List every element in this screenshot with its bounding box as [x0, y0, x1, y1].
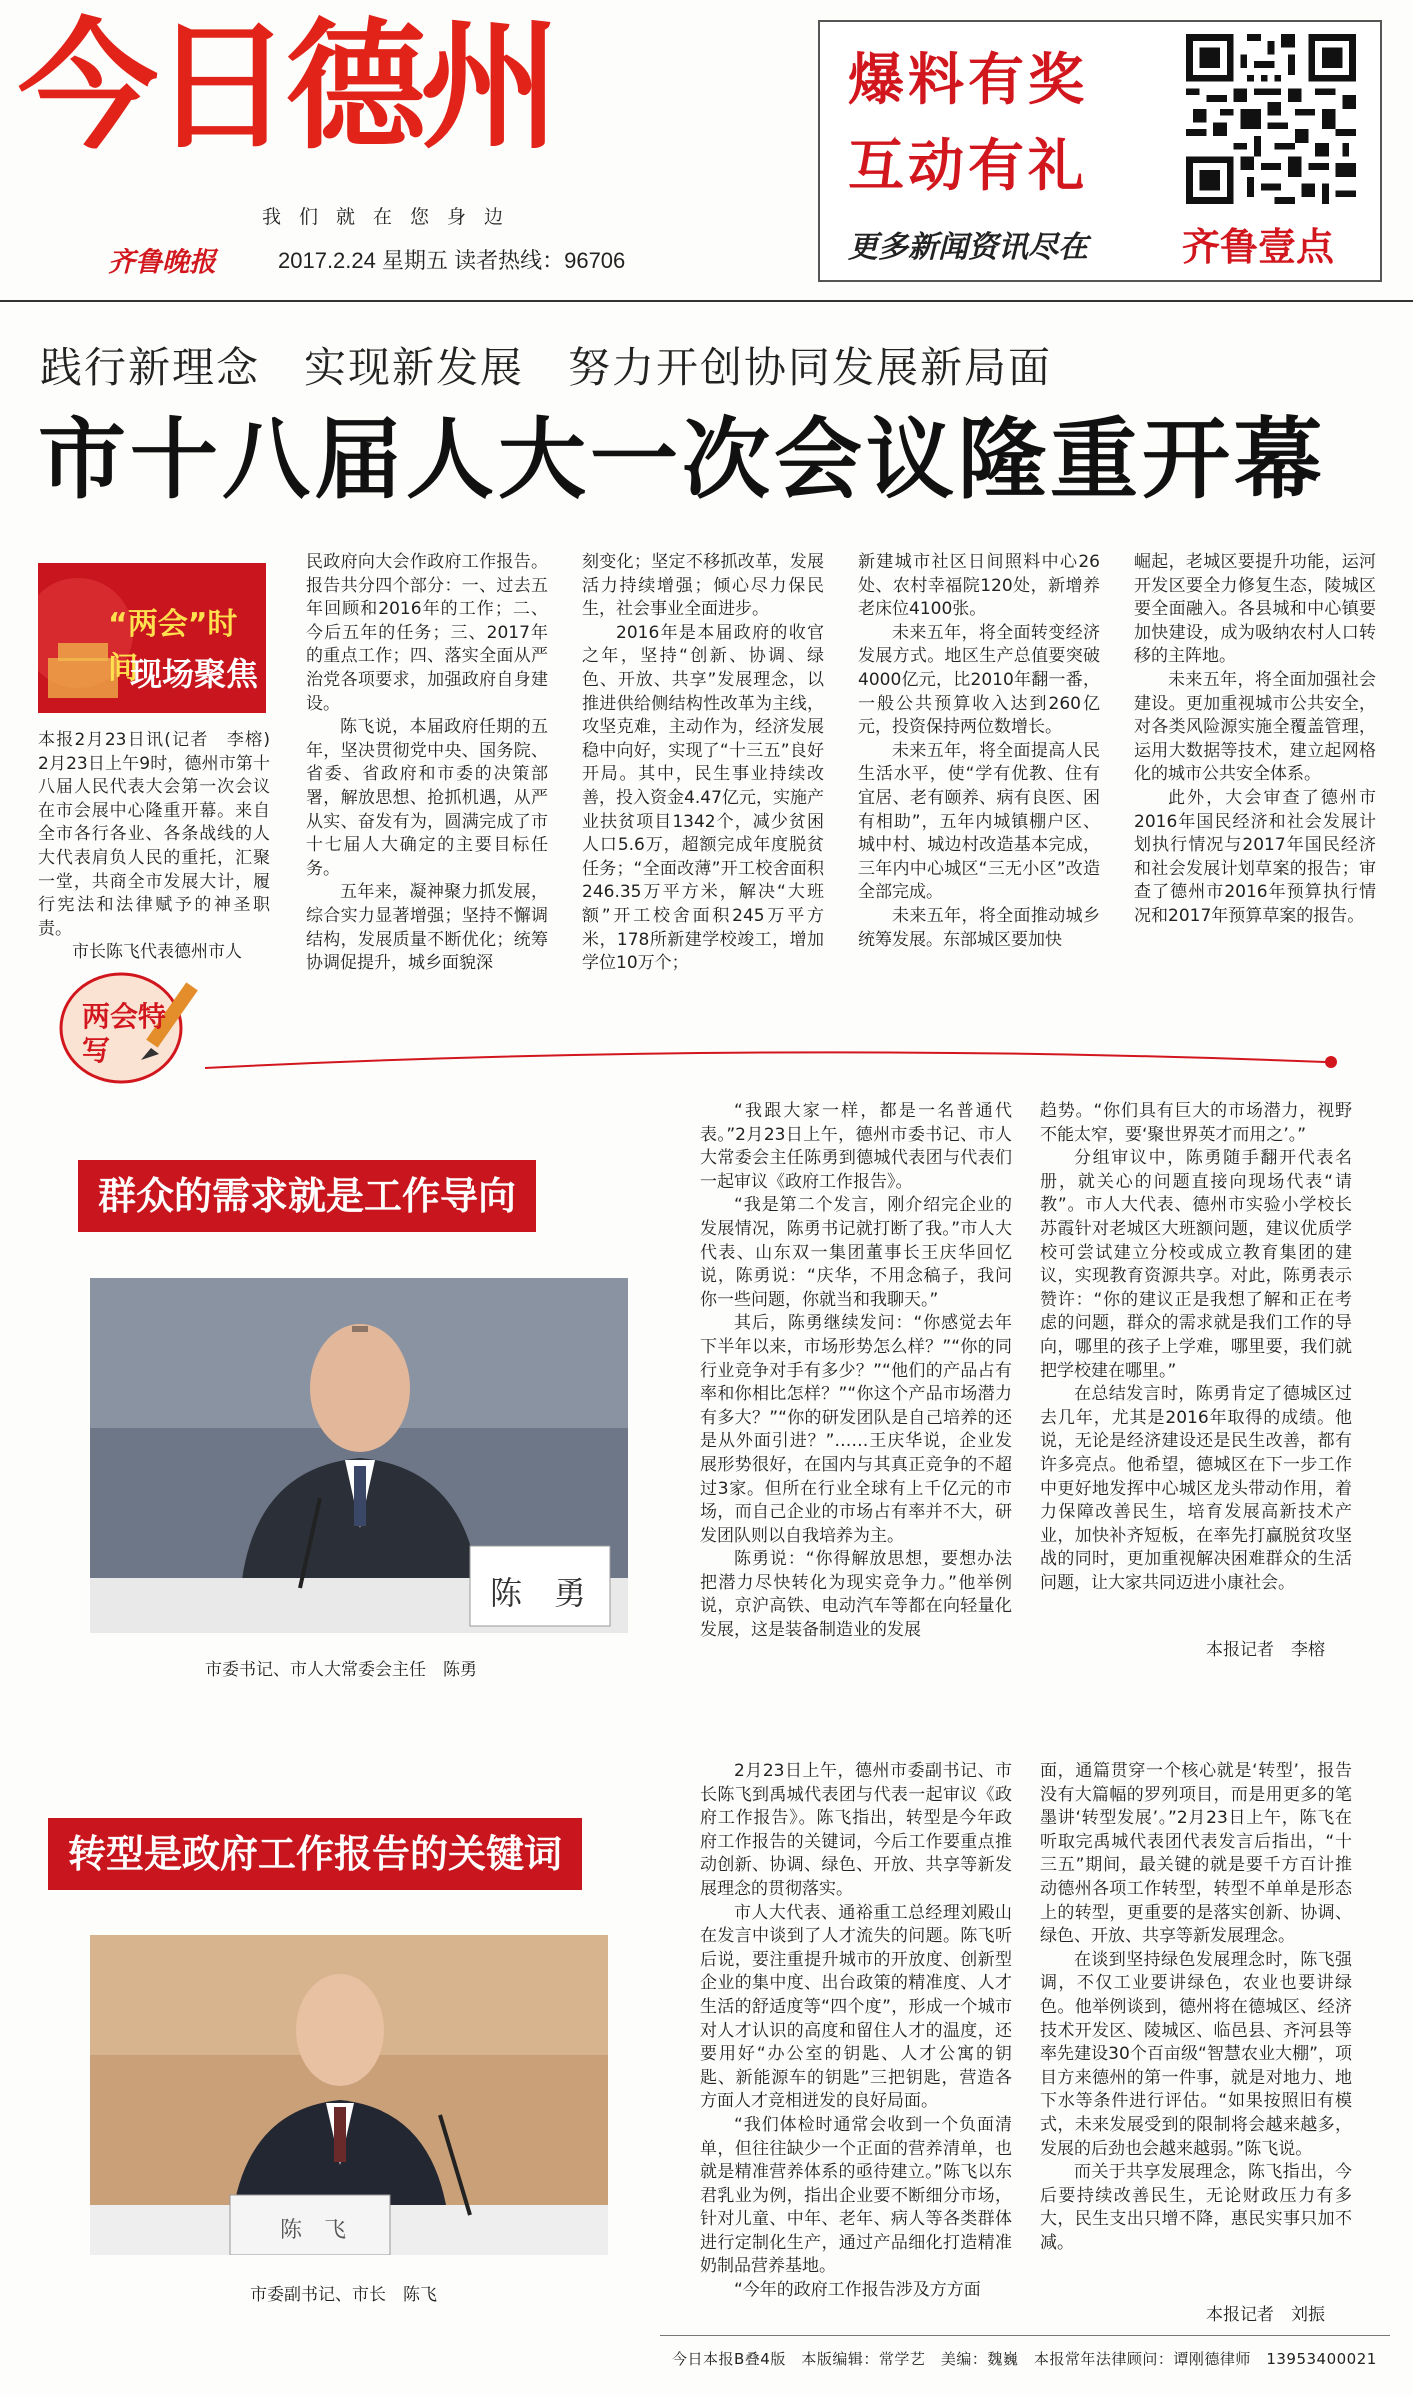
lead-column-1: [38, 729, 287, 965]
story2-col1-p3: “我们体检时通常会收到一个负面清单，但往往缺少一个正面的营养清单，也就是精准营养体系的亟待建立。”陈飞以东君乳业为例，指出企业要不断细分市场，针对儿童、中年、老年、病人等各类群体进行定制化生产，通过产品细化打造精准奶制品营养基地。: [700, 2114, 1012, 2277]
story2-col1-p4: “今年的政府工作报告涉及方方面: [734, 2280, 981, 2301]
story2-photo: [90, 1935, 608, 2255]
story1-caption: 市委书记、市人大常委会主任 陈勇: [205, 1660, 477, 1680]
story1-col2-p2: 分组审议中，陈勇随手翻开代表名册，就关心的问题直接向现场代表“请教”。市人大代表、德州市实验小学校长苏霞针对老城区大班额问题，建议优质学校可尝试建立分校或成立教育集团的建议，实现教育资源共享。对此，陈勇表示赞许：“你的建议正是我想了解和正在考虑的问题，群众的需求就是我们工作的导向，哪里的孩子上学难，哪里要，我们就把学校建在哪里。”: [1040, 1148, 1352, 1381]
lead-col5-p2: 未来五年，将全面加强社会建设。更加重视城市公共安全，对各类风险源实施全覆盖管理，运用大数据等技术，建立起网格化的城市公共安全体系。: [1134, 669, 1376, 785]
story2-nameplate: 陈 飞: [280, 2218, 347, 2243]
story1-banner: 群众的需求就是工作导向: [78, 1160, 536, 1232]
brand-logo: 齐鲁晚报: [108, 247, 216, 278]
lead-col3-p2: 2016年是本届政府的收官之年，坚持“创新、协调、绿色、开放、共享”发展理念，以推进供给侧结构性改革为主线，攻坚克难，主动作为，经济发展稳中向好，实现了“十三五”良好开局。其中，民生事业持续改善，投入资金4.47亿元，实施产业扶贫项目1342个，减少贫困人口5.6万，超额完成年度脱贫任务；“全面改薄”开工校舍面积246.35万平方米，解决“大班额”开工校舍面积245万平方米，178所新建学校竣工，增加学位10万个；: [582, 622, 824, 974]
story1-col2-p3: 在总结发言时，陈勇肯定了德城区过去几年，尤其是2016年取得的成绩。他说，无论是经济建设还是民生改善，都有许多亮点。他希望，德城区在下一步工作中更好地发挥中心城区龙头带动作用，着力保障改善民生，培育发展高新技术产业，加快补齐短板，在率先打赢脱贫攻坚战的同时，更加重视解决困难群众的生活问题，让大家共同迈进小康社会。: [1040, 1384, 1352, 1593]
logo-sub: 现场聚焦: [130, 655, 259, 693]
story1-col2-p1: 趋势。“你们具有巨大的市场潜力，视野不能太窄，要‘聚世界英才而用之’。”: [1040, 1101, 1352, 1145]
lead-col1-p2: 市长陈飞代表德州市人: [72, 942, 242, 963]
story2-column-2: [1040, 1760, 1352, 2255]
lead-col5-p1: 崛起，老城区要提升功能，运河开发区要全力修复生态，陵城区要全面融入。各县城和中心镇要加快建设，成为吸纳农村人口转移的主阵地。: [1134, 552, 1376, 667]
story1-col1-p4: 陈勇说：“你得解放思想，要想办法把潜力尽快转化为现实竞争力。”他举例说，京沪高铁、电动汽车等都在向轻量化发展，这是装备制造业的发展: [700, 1549, 1012, 1641]
story2-col1-p2: 市人大代表、通裕重工总经理刘殿山在发言中谈到了人才流失的问题。陈飞听后说，要注重提升城市的开放度、创新型企业的集中度、出台政策的精准度、人才生活的舒适度等“四个度”，形成一个城市对人才认识的高度和留住人才的温度，还要用好“办公室的钥匙、人才公寓的钥匙、新能源车的钥匙”三把钥匙，营造各方面人才竞相迸发的良好局面。: [700, 1902, 1012, 2112]
logo-title: “两会”时间: [108, 607, 238, 686]
lead-col4-p4: 未来五年，将全面推动城乡统筹发展。东部城区要加快: [858, 905, 1100, 950]
story2-caption: 市委副书记、市长 陈飞: [250, 2285, 437, 2305]
story2-col2-p2: 在谈到坚持绿色发展理念时，陈飞强调，不仅工业要讲绿色，农业也要讲绿色。他举例谈到，德州将在德城区、经济技术开发区、陵城区、临邑县、齐河县等率先建设30个百亩级“智慧农业大棚”，项目方来德州的第一件事，就是对地力、地下水等条件进行评估。“如果按照旧有模式，未来发展受到的限制将会越来越多，发展的后劲也会越来越弱。”陈飞说。: [1040, 1949, 1352, 2159]
lead-col2-p2: 陈飞说，本届政府任期的五年，坚决贯彻党中央、国务院、省委、省政府和市委的决策部署，解放思想、抢抓机遇，从严从实、奋发有为，圆满完成了市十七届人大确定的主要目标任务。: [306, 717, 548, 879]
story2-col1-p1: 2月23日上午，德州市委副书记、市长陈飞到禹城代表团与代表一起审议《政府工作报告》。陈飞指出，转型是今年政府工作报告的关键词，今后工作要重点推动创新、协调、绿色、开放、共享等新发展理念的贯彻落实。: [700, 1761, 1012, 1899]
lead-column-5: [1134, 551, 1376, 929]
masthead-title: 今日德州: [18, 6, 555, 169]
lead-col2-p3: 五年来，凝神聚力抓发展，综合实力显著增强；坚持不懈调结构，发展质量不断优化；统筹协调促提升，城乡面貌深: [306, 882, 548, 974]
lead-col3-p1: 刻变化；坚定不移抓改革，发展活力持续增强；倾心尽力保民生，社会事业全面进步。: [582, 552, 824, 620]
lead-col4-p1: 新建城市社区日间照料中心26处、农村幸福院120处，新增养老床位4100张。: [858, 552, 1100, 620]
story2-col2-p1: 面，通篇贯穿一个核心就是‘转型’，报告没有大篇幅的罗列项目，而是用更多的笔墨讲‘转型发展’。”2月23日上午，陈飞在听取完禹城代表团代表发言后指出，“十三五”期间，最关键的就是要千方百计推动德州各项工作转型，转型不单单是形态上的转型，更重要的是落实创新、协调、绿色、开放、共享等新发展理念。: [1040, 1761, 1352, 1947]
lead-col2-p1: 民政府向大会作政府工作报告。报告共分四个部分：一、过去五年回顾和2016年的工作；二、今后五年的任务；三、2017年的重点工作；四、落实全面从严治党各项要求，加强政府自身建设。: [306, 552, 548, 714]
lianghui-badge-text: 两会特写: [82, 1000, 167, 1067]
promo-line-1: 爆料有奖: [848, 48, 1088, 113]
lead-headline: 市十八届人大一次会议隆重开幕: [38, 408, 1327, 511]
story1-col1-p1: “我跟大家一样，都是一名普通代表。”2月23日上午，德州市委书记、市人大常委会主任陈勇到德城代表团与代表们一起审议《政府工作报告》。: [700, 1101, 1012, 1192]
footer-credits: 今日本报B叠4版 本版编辑：常学艺 美编：魏巍 本报常年法律顾问：谭刚德律师 13953400021: [672, 2350, 1377, 2368]
speaker-photo-chen-fei: [90, 1935, 608, 2255]
lead-column-2: [306, 551, 548, 976]
story2-column-1: [700, 1760, 1012, 2303]
masthead-slogan: 我们就在您身边: [262, 206, 522, 228]
lead-column-4: [858, 551, 1100, 952]
lead-col1-p1: 本报2月23日讯(记者 李榕) 2月23日上午9时，德州市第十八届人民代表大会第一次会议在市会展中心隆重开幕。来自全市各行各业、各条战线的人大代表肩负人民的重托，汇聚一堂，共商全市发展大计，履行宪法和法律赋予的神圣职责。: [38, 730, 287, 939]
date-line: 2017.2.24 星期五 读者热线：96706: [278, 248, 626, 273]
lead-col4-p3: 未来五年，将全面提高人民生活水平，使“学有优教、住有宜居、老有颐养、病有良医、困有相助”，五年内城镇棚户区、城中村、城边村改造基本完成，三年内中心城区“三无小区”改造全部完成。: [858, 740, 1100, 903]
story1-col1-p2: “我是第二个发言，刚介绍完企业的发展情况，陈勇书记就打断了我。”市人大代表、山东双一集团董事长王庆华回忆说，陈勇说：“庆华，不用念稿子，我问你一些问题，你就当和我聊天。”: [700, 1195, 1012, 1310]
footer-rule: [660, 2335, 1390, 2336]
story1-byline: 本报记者 李榕: [1206, 1640, 1325, 1660]
promo-sub: 更多新闻资讯尽在: [848, 230, 1088, 265]
story2-byline: 本报记者 刘振: [1206, 2305, 1325, 2325]
lead-col5-p3: 此外，大会审查了德州市2016年国民经济和社会发展计划执行情况与2017年国民经济和社会发展计划草案的报告；审查了德州市2016年预算执行情况和2017年预算草案的报告。: [1134, 787, 1376, 926]
story1-nameplate: 陈 勇: [490, 1574, 587, 1612]
lead-col4-p2: 未来五年，将全面转变经济发展方式。地区生产总值要突破4000亿元，比2010年翻一番，一般公共预算收入达到260亿元，投资保持两位数增长。: [858, 622, 1100, 738]
promo-brand: 齐鲁壹点: [1182, 225, 1335, 269]
lead-kicker: 践行新理念 实现新发展 努力开创协同发展新局面: [40, 343, 1053, 392]
story1-photo: [90, 1278, 628, 1633]
section-wave-divider: [205, 1040, 1345, 1080]
masthead-rule: [0, 300, 1413, 302]
story1-column-1: [700, 1100, 1012, 1643]
lianghui-time-logo: [38, 563, 266, 713]
story1-column-2: [1040, 1100, 1352, 1595]
story2-col2-p3: 而关于共享发展理念，陈飞指出，今后要持续改善民生，无论财政压力有多大，民生支出只增不降，惠民实事只加不减。: [1040, 2162, 1352, 2253]
story1-col1-p3: 其后，陈勇继续发问：“你感觉去年下半年以来，市场形势怎么样？”“你的同行业竞争对手有多少？”“他们的产品占有率和你相比怎样？”“你这个产品市场潜力有多大？”“你的研发团队是自己培养的还是从外面引进？”……王庆华说，企业发展形势很好，在国内与其真正竞争的不超过3家。但所在行业全球有上千亿元的市场，而自己企业的市场占有率并不大，研发团队则以自我培养为主。: [700, 1313, 1012, 1546]
promo-line-2: 互动有礼: [848, 134, 1088, 199]
story2-banner: 转型是政府工作报告的关键词: [48, 1818, 582, 1890]
lead-column-3: [582, 551, 824, 976]
qr-code-icon[interactable]: [1186, 34, 1356, 204]
